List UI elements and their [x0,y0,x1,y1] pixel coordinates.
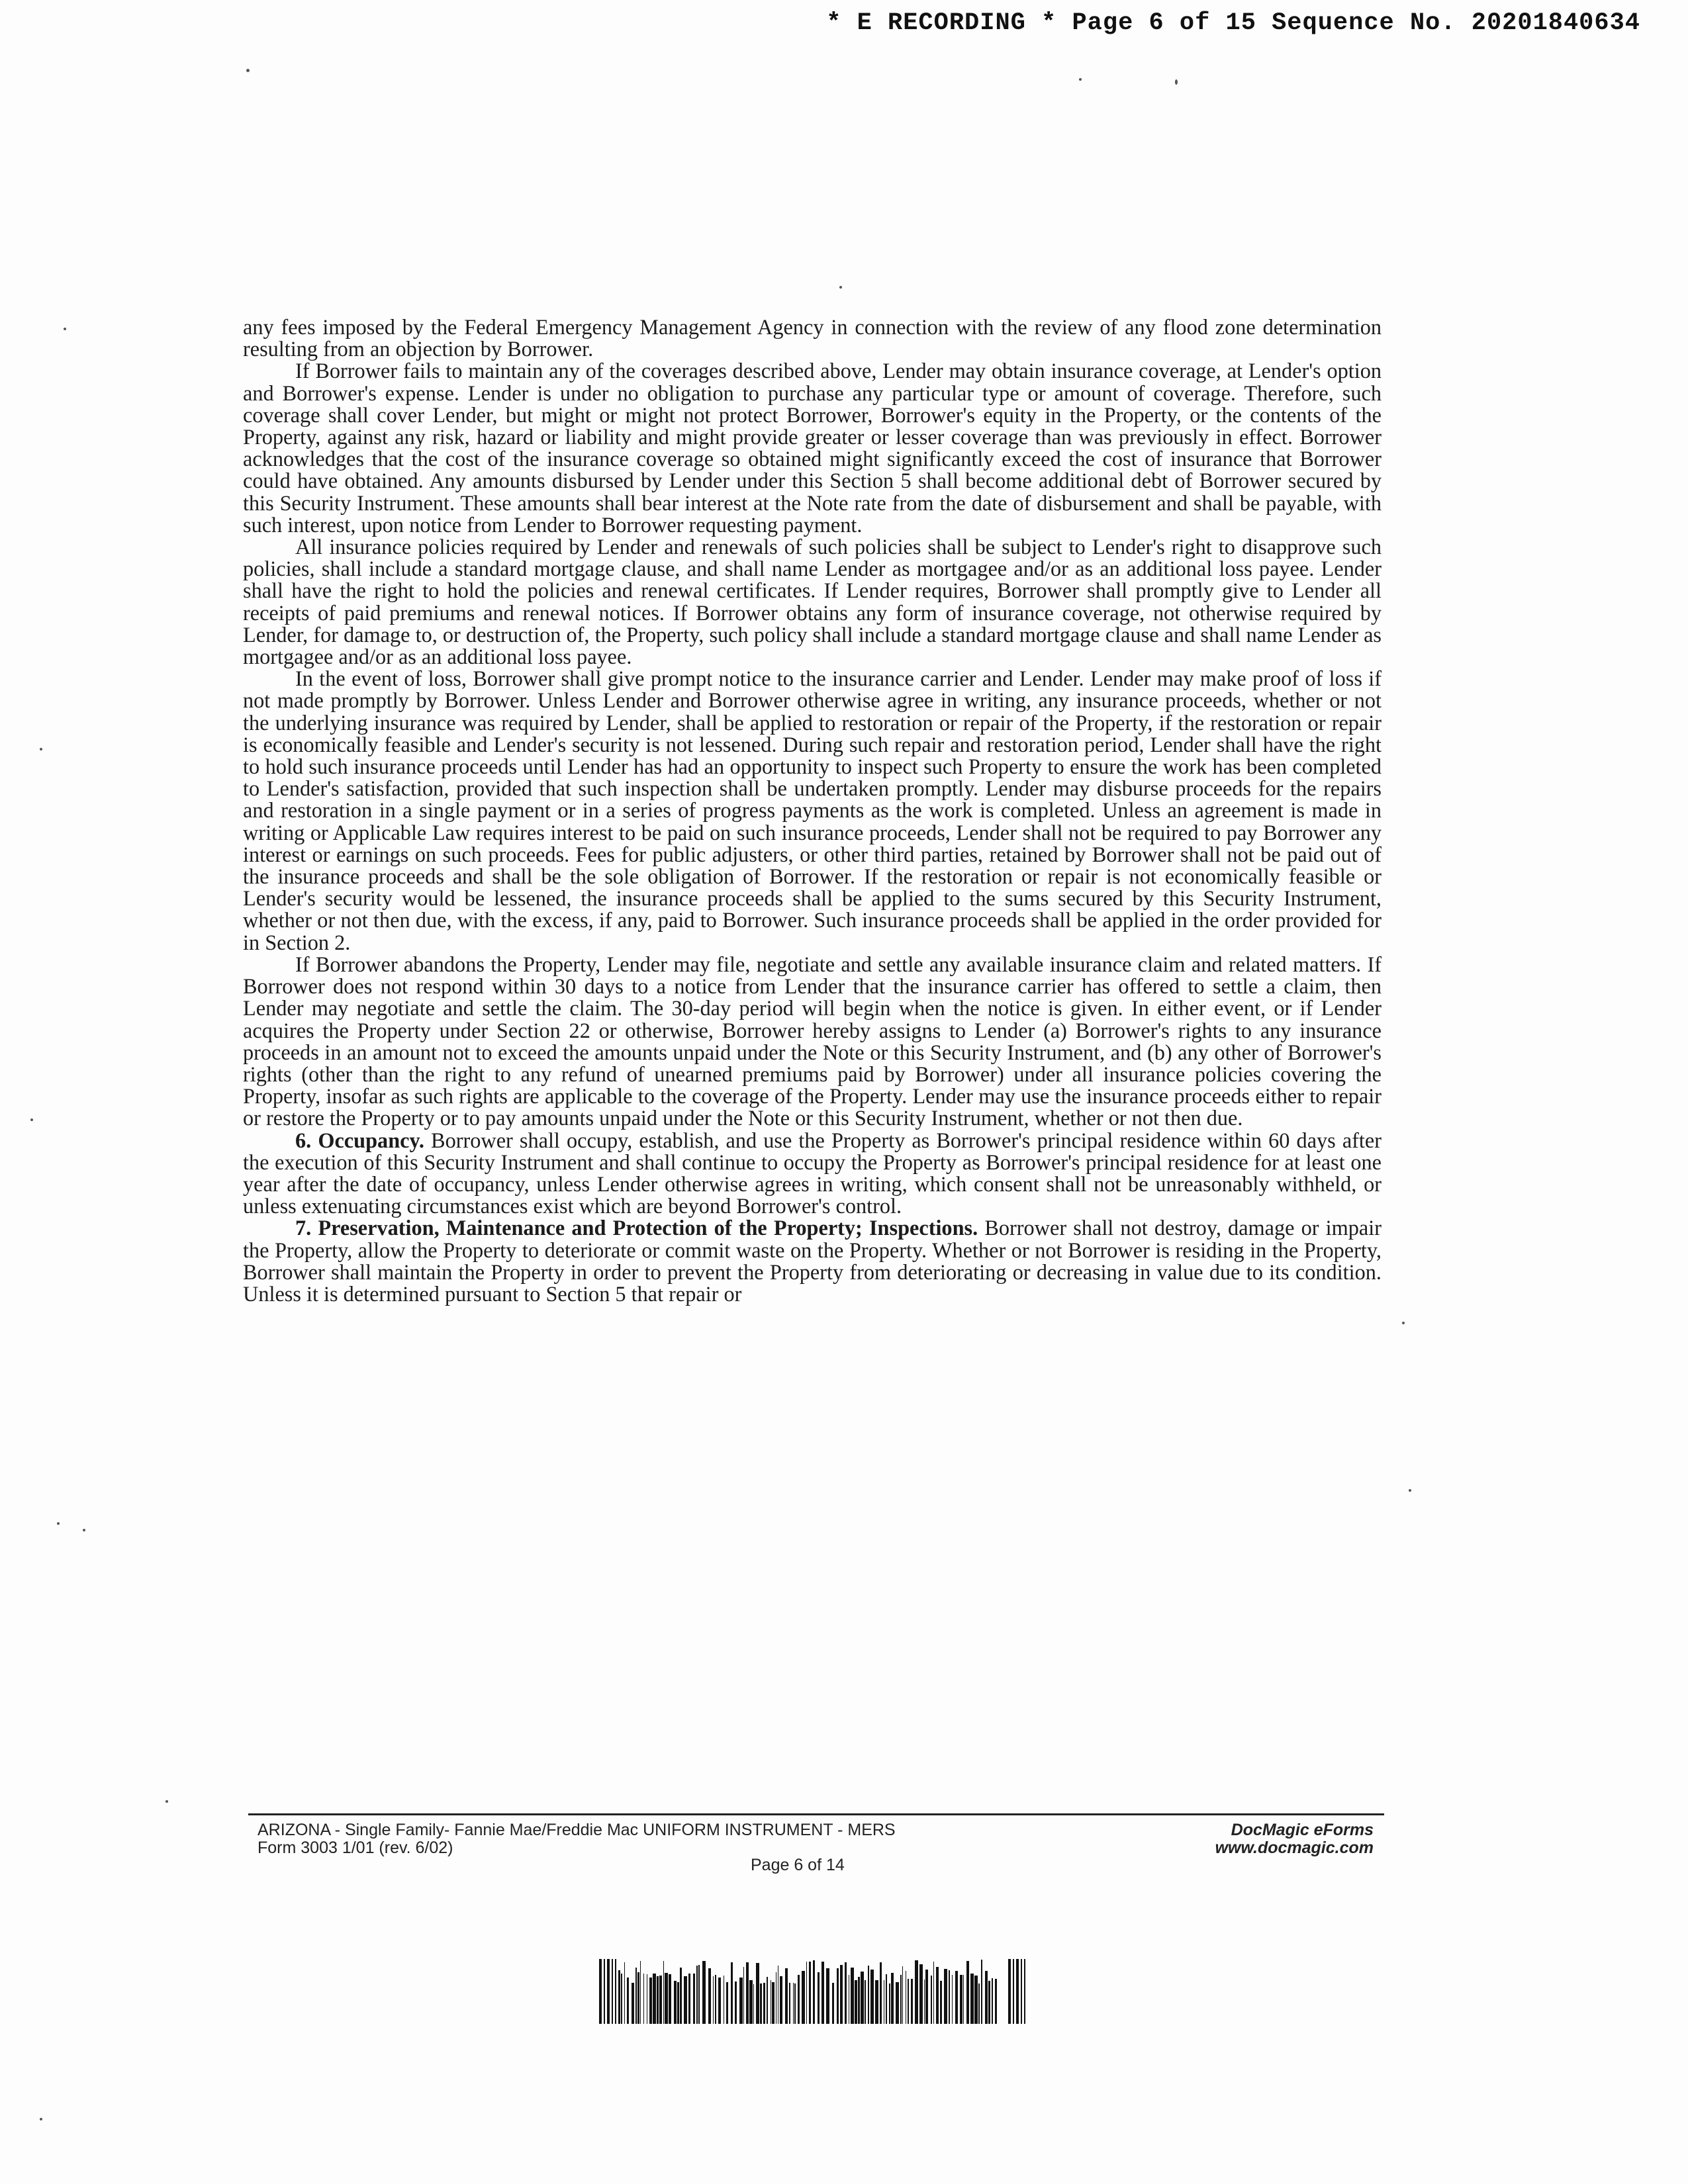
barcode-image [599,1959,1036,2024]
scan-speck [40,2118,42,2120]
scan-speck [64,328,66,330]
docmagic-brand [1215,1821,1374,1857]
brand-name: DocMagic eForms [1231,1821,1374,1839]
form-identifier [258,1821,896,1857]
section-7-title: 7. Preservation, Maintenance and Protection of the Property; Inspections. [295,1216,978,1240]
section-6-title: 6. Occupancy. [295,1128,424,1152]
page-number: Page 6 of 14 [751,1856,845,1874]
section-7-text: Borrower shall not destroy, damage or impair the Property, allow the Property to deteriorate or commit waste on the Property. Whether or not Borrower is residing in the Property, Borrower shall maintain the Property in order to prevent the Property from deteriorating or decreasing in value due to its condition. Unless it is determined pursuant to Section 5 that repair or [243,1216,1382,1306]
paragraph: All insurance policies required by Lender and renewals of such policies shall be subject to Lender's right to disapprove such policies, shall include a standard mortgage clause, and shall name Lender as mortgagee and/or as an additional loss payee. Lender shall have the right to hold the policies and renewal certificates. If Lender requires, Borrower shall promptly give to Lender all receipts of paid premiums and renewal notices. If Borrower obtains any form of insurance coverage, not otherwise required by Lender, for damage to, or destruction of, the Property, such policy shall include a standard mortgage clause and shall name Lender as mortgagee and/or as an additional loss payee. [243,535,1382,669]
form-number: Form 3003 1/01 (rev. 6/02) [258,1839,453,1857]
section-6-paragraph [243,1130,1382,1218]
footer-divider [248,1813,1384,1815]
section-7-paragraph [243,1217,1382,1305]
scan-speck [165,1800,168,1803]
brand-url: www.docmagic.com [1215,1839,1374,1857]
scan-speck [57,1522,60,1525]
scan-speck [1409,1489,1411,1492]
paragraph: In the event of loss, Borrower shall give prompt notice to the insurance carrier and Lender. Lender may make proof of loss if not made promptly by Borrower. Unless Lender and Borrower otherwise agree in writing, any insurance proceeds, whether or not the underlying insurance was required by Lender, shall be applied to restoration or repair of the Property, if the restoration or repair is economically feasible and Lender's security is not lessened. During such repair and restoration period, Lender shall have the right to hold such insurance proceeds until Lender has had an opportunity to inspect such Property to ensure the work has been completed to Lender's satisfaction, provided that such inspection shall be undertaken promptly. Lender may disburse proceeds for the repairs and restoration in a single payment or in a series of progress payments as the work is completed. Unless an agreement is made in writing or Applicable Law requires interest to be paid on such insurance proceeds, Lender shall not be required to pay Borrower any interest or earnings on such proceeds. Fees for public adjusters, or other third parties, retained by Borrower shall not be paid out of the insurance proceeds and shall be the sole obligation of Borrower. If the restoration or repair is not economically feasible or Lender's security would be lessened, the insurance proceeds shall be applied to the sums secured by this Security Instrument, whether or not then due, with the excess, if any, paid to Borrower. Such insurance proceeds shall be applied in the order provided for in Section 2. [243,666,1382,954]
scan-speck [839,286,842,289]
scan-speck [1402,1322,1405,1324]
recording-header: * E RECORDING * Page 6 of 15 Sequence No. 20201840634 [826,9,1640,37]
form-title: ARIZONA - Single Family- Fannie Mae/Freddie Mac UNIFORM INSTRUMENT - MERS [258,1821,896,1839]
paragraph: If Borrower abandons the Property, Lender may file, negotiate and settle any available insurance claim and related matters. If Borrower does not respond within 30 days to a notice from Lender that the insurance carrier has offered to settle a claim, then Lender may negotiate and settle the claim. The 30-day period will begin when the notice is given. In either event, or if Lender acquires the Property under Section 22 or otherwise, Borrower hereby assigns to Lender (a) Borrower's rights to any insurance proceeds in an amount not to exceed the amounts unpaid under the Note or this Security Instrument, and (b) any other of Borrower's rights (other than the right to any refund of unearned premiums paid by Borrower) under all insurance policies covering the Property, insofar as such rights are applicable to the coverage of the Property. Lender may use the insurance proceeds either to repair or restore the Property or to pay amounts unpaid under the Note or this Security Instrument, whether or not then due. [243,952,1382,1130]
scan-speck [1175,79,1178,85]
section-6-text: Borrower shall occupy, establish, and use the Property as Borrower's principal residence within 60 days after the execution of this Security Instrument and shall continue to occupy the Property as Borrower's principal residence for at least one year after the date of occupancy, unless Lender otherwise agrees in writing, which consent shall not be unreasonably withheld, or unless extenuating circumstances exist which are beyond Borrower's control. [243,1128,1382,1218]
scan-speck [1079,78,1082,81]
scan-speck [83,1529,85,1531]
scan-speck [30,1118,33,1121]
scan-speck [246,69,250,72]
document-body [243,316,1382,1305]
scan-speck [40,748,42,751]
paragraph: any fees imposed by the Federal Emergency Management Agency in connection with the review of any flood zone determination resulting from an objection by Borrower. [243,315,1382,361]
paragraph: If Borrower fails to maintain any of the coverages described above, Lender may obtain insurance coverage, at Lender's option and Borrower's expense. Lender is under no obligation to purchase any particular type or amount of coverage. Therefore, such coverage shall cover Lender, but might or might not protect Borrower, Borrower's equity in the Property, or the contents of the Property, against any risk, hazard or liability and might provide greater or lesser coverage than was previously in effect. Borrower acknowledges that the cost of the insurance coverage so obtained might significantly exceed the cost of insurance that Borrower could have obtained. Any amounts disbursed by Lender under this Section 5 shall become additional debt of Borrower secured by this Security Instrument. These amounts shall bear interest at the Note rate from the date of disbursement and shall be payable, with such interest, upon notice from Lender to Borrower requesting payment. [243,359,1382,537]
